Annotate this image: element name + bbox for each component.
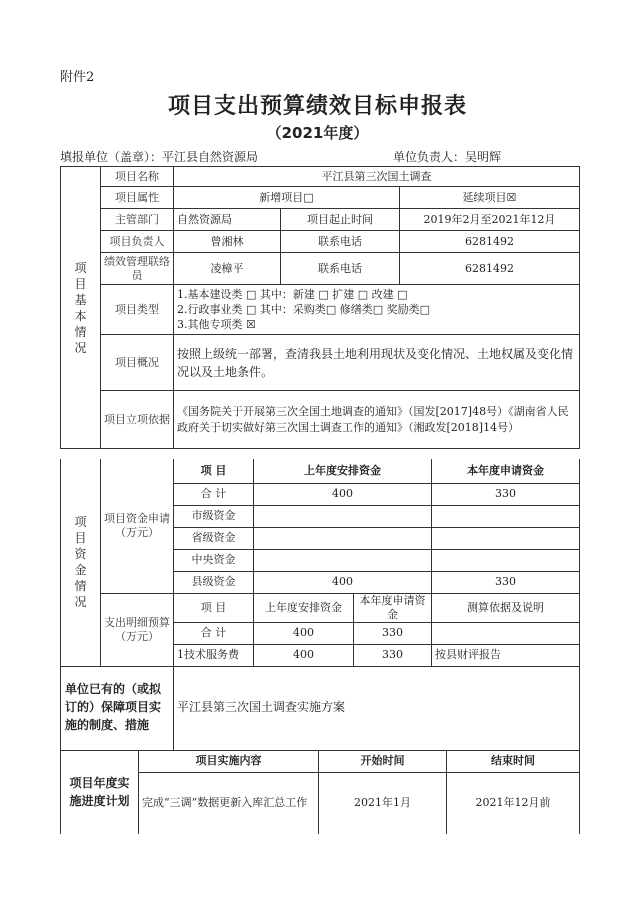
detail-row-basis: 按县财评报告 xyxy=(432,644,580,666)
schedule-col-start: 开始时间 xyxy=(319,750,447,772)
phone2-label: 联系电话 xyxy=(281,253,400,285)
fund-row-curr: 330 xyxy=(432,483,580,505)
guarantee-value: 平江县第三次国土调查实施方案 xyxy=(174,664,580,750)
basic-section-label: 项目基本情况 xyxy=(74,260,87,355)
attachment-label: 附件2 xyxy=(60,70,95,85)
owner-label: 项目负责人 xyxy=(101,231,174,253)
detail-row-prev: 400 xyxy=(254,622,354,644)
detail-budget-label: 支出明细预算（万元） xyxy=(101,593,174,666)
schedule-content: 完成“三调”数据更新入库汇总工作 xyxy=(139,772,319,834)
detail-row-curr: 330 xyxy=(354,644,432,666)
schedule-label: 项目年度实施进度计划 xyxy=(61,750,139,834)
detail-row-label: 1技术服务费 xyxy=(174,644,254,666)
schedule-col-end: 结束时间 xyxy=(447,750,580,772)
detail-col-item: 项 目 xyxy=(174,593,254,622)
period-label: 项目起止时间 xyxy=(281,209,400,231)
detail-col-basis: 测算依据及说明 xyxy=(432,593,580,622)
project-type-line-3: 3.其他专项类 ☒ xyxy=(177,318,256,331)
fund-col-item: 项 目 xyxy=(174,459,254,483)
detail-row-curr: 330 xyxy=(354,622,432,644)
fund-row-curr xyxy=(432,505,580,527)
project-attr-label: 项目属性 xyxy=(101,187,174,209)
overview-value: 按照上级统一部署，查清我县土地利用现状及变化情况、土地权属及变化情况以及土地条件。 xyxy=(174,335,580,391)
fund-row-label: 市级资金 xyxy=(174,505,254,527)
fund-col-curr: 本年度申请资金 xyxy=(432,459,580,483)
filing-unit: 填报单位（盖章）：平江县自然资源局 xyxy=(60,150,259,164)
fund-apply-label: 项目资金申请（万元） xyxy=(101,459,174,593)
fund-row-prev: 400 xyxy=(254,571,432,593)
basic-section-cell xyxy=(61,167,101,449)
detail-col-curr: 本年度申请资金 xyxy=(354,593,432,622)
basis-value: 《国务院关于开展第三次全国土地调查的通知》（国发[2017]48号）《湖南省人民政府关于切实做好第三次国土调查工作的通知》（湘政发[2018]14号） xyxy=(174,391,580,449)
fund-row-prev xyxy=(254,505,432,527)
detail-row-prev: 400 xyxy=(254,644,354,666)
phone-value: 6281492 xyxy=(400,231,580,253)
fund-row-curr: 330 xyxy=(432,571,580,593)
perf-contact-label: 绩效管理联络员 xyxy=(101,253,174,285)
owner-value: 曾湘林 xyxy=(174,231,281,253)
basis-label: 项目立项依据 xyxy=(101,391,174,449)
detail-row-basis xyxy=(432,622,580,644)
project-type-cell xyxy=(174,285,580,335)
fund-row-prev: 400 xyxy=(254,483,432,505)
phone2-value: 6281492 xyxy=(400,253,580,285)
guarantee-table xyxy=(60,664,580,751)
fund-row-label: 合 计 xyxy=(174,483,254,505)
project-name-value: 平江县第三次国土调查 xyxy=(174,167,580,187)
fund-row-prev xyxy=(254,549,432,571)
unit-leader: 单位负责人：吴明辉 xyxy=(393,150,502,164)
schedule-end: 2021年12月前 xyxy=(447,772,580,834)
project-attr-new: 新增项目□ xyxy=(174,187,400,209)
fund-row-prev xyxy=(254,527,432,549)
fund-row-curr xyxy=(432,527,580,549)
phone-label: 联系电话 xyxy=(281,231,400,253)
funds-table xyxy=(60,459,580,667)
dept-label: 主管部门 xyxy=(101,209,174,231)
project-type-label: 项目类型 xyxy=(101,285,174,335)
project-type-line-2: 2.行政事业类 □ 其中：采购类□ 修缮类□ 奖励类□ xyxy=(177,303,431,316)
guarantee-label: 单位已有的（或拟订的）保障项目实施的制度、措施 xyxy=(61,664,174,750)
page-title: 项目支出预算绩效目标申报表 xyxy=(167,94,467,119)
project-type-line-1: 1.基本建设类 □ 其中：新建 □ 扩建 □ 改建 □ xyxy=(177,288,408,301)
fund-row-label: 省级资金 xyxy=(174,527,254,549)
project-name-label: 项目名称 xyxy=(101,167,174,187)
overview-label: 项目概况 xyxy=(101,335,174,391)
schedule-col-content: 项目实施内容 xyxy=(139,750,319,772)
funds-section-cell xyxy=(61,459,101,666)
funds-section-label: 项目资金情况 xyxy=(74,515,87,610)
fund-row-curr xyxy=(432,549,580,571)
year-label: （2021年度） xyxy=(266,124,369,142)
schedule-start: 2021年1月 xyxy=(319,772,447,834)
detail-row-label: 合 计 xyxy=(174,622,254,644)
period-value: 2019年2月至2021年12月 xyxy=(400,209,580,231)
fund-row-label: 中央资金 xyxy=(174,549,254,571)
fund-row-label: 县级资金 xyxy=(174,571,254,593)
basic-info-table xyxy=(60,166,580,449)
perf-contact-value: 凌樟平 xyxy=(174,253,281,285)
fund-col-prev: 上年度安排资金 xyxy=(254,459,432,483)
project-attr-continue: 延续项目☒ xyxy=(400,187,580,209)
detail-col-prev: 上年度安排资金 xyxy=(254,593,354,622)
schedule-table xyxy=(60,750,580,834)
dept-value: 自然资源局 xyxy=(174,209,281,231)
